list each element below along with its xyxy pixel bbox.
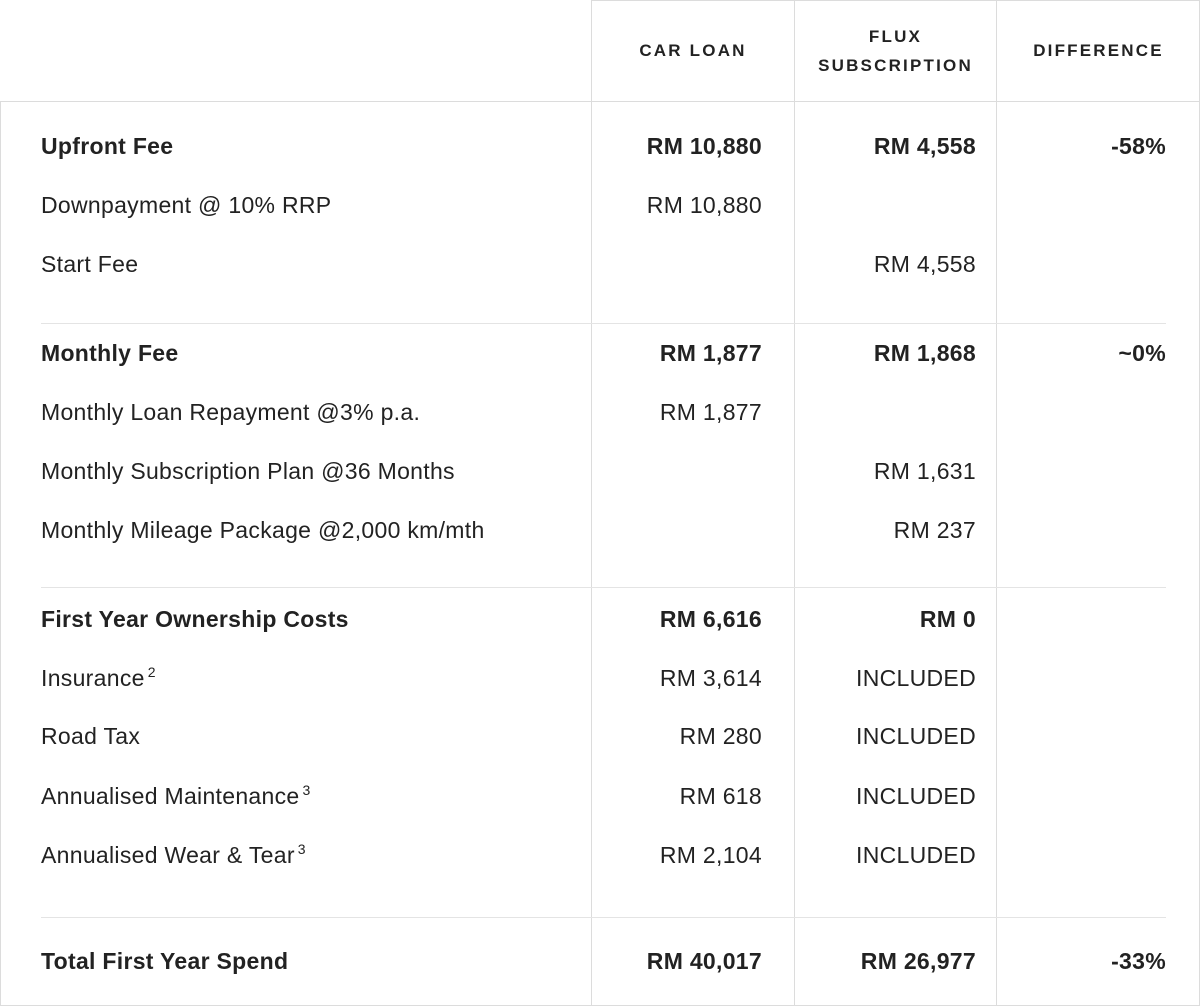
- total-first-year-spend-label: Total First Year Spend: [41, 948, 289, 974]
- mileage-package-flux: RM 237: [893, 517, 976, 543]
- insurance-flux: INCLUDED: [856, 665, 976, 691]
- monthly-car-loan-total: RM 1,877: [659, 340, 762, 366]
- ownership-car-loan-total: RM 6,616: [659, 606, 762, 632]
- maintenance-footnote-marker: 3: [302, 782, 311, 798]
- column-divider-car-loan: [591, 0, 592, 1006]
- column-header-flux-line1: FLUX: [868, 26, 923, 46]
- column-header-difference: [997, 0, 1200, 101]
- column-header-car-loan-label: CAR LOAN: [639, 41, 747, 60]
- column-divider-flux: [794, 0, 795, 1006]
- section-title-upfront-fee: Upfront Fee: [41, 133, 174, 159]
- insurance-footnote-marker: 2: [147, 664, 156, 680]
- subscription-plan-flux: RM 1,631: [873, 458, 976, 484]
- ownership-flux-total: RM 0: [919, 606, 976, 632]
- row-label-maintenance: [41, 776, 311, 816]
- monthly-difference: ~0%: [1118, 340, 1166, 366]
- road-tax-flux: INCLUDED: [856, 723, 976, 749]
- upfront-flux-total: RM 4,558: [873, 133, 976, 159]
- column-header-difference-label: DIFFERENCE: [1033, 41, 1164, 60]
- upfront-difference: -58%: [1111, 133, 1166, 159]
- wear-label-text: Annualised Wear & Tear: [41, 842, 295, 868]
- maintenance-flux: INCLUDED: [856, 783, 976, 809]
- upfront-car-loan-total: RM 10,880: [646, 133, 762, 159]
- downpayment-car-loan: RM 10,880: [646, 192, 762, 218]
- row-label-start-fee: Start Fee: [41, 251, 139, 277]
- start-fee-flux: RM 4,558: [873, 251, 976, 277]
- section-title-monthly-fee: Monthly Fee: [41, 340, 179, 366]
- column-divider-difference: [996, 0, 997, 1006]
- total-difference: -33%: [1111, 948, 1166, 974]
- insurance-car-loan: RM 3,614: [659, 665, 762, 691]
- row-label-wear-and-tear: [41, 835, 306, 875]
- maintenance-car-loan: RM 618: [679, 783, 762, 809]
- total-car-loan: RM 40,017: [646, 948, 762, 974]
- total-flux: RM 26,977: [860, 948, 976, 974]
- maintenance-label-text: Annualised Maintenance: [41, 783, 300, 809]
- section-title-ownership-costs: First Year Ownership Costs: [41, 606, 349, 632]
- column-header-car-loan: [592, 0, 794, 101]
- row-label-road-tax: Road Tax: [41, 723, 141, 749]
- section-divider: [41, 323, 1166, 324]
- wear-footnote-marker: 3: [297, 841, 306, 857]
- row-label-insurance: [41, 658, 156, 698]
- road-tax-car-loan: RM 280: [679, 723, 762, 749]
- insurance-label-text: Insurance: [41, 665, 145, 691]
- section-divider: [41, 587, 1166, 588]
- row-label-downpayment: Downpayment @ 10% RRP: [41, 192, 332, 218]
- section-divider: [41, 917, 1166, 918]
- row-label-subscription-plan: Monthly Subscription Plan @36 Months: [41, 458, 455, 484]
- row-label-loan-repayment: Monthly Loan Repayment @3% p.a.: [41, 399, 421, 425]
- row-label-mileage-package: Monthly Mileage Package @2,000 km/mth: [41, 517, 485, 543]
- loan-repayment-car-loan: RM 1,877: [659, 399, 762, 425]
- column-header-flux-line2: SUBSCRIPTION: [818, 55, 973, 75]
- wear-and-tear-car-loan: RM 2,104: [659, 842, 762, 868]
- wear-and-tear-flux: INCLUDED: [856, 842, 976, 868]
- column-header-flux-subscription: [795, 0, 996, 101]
- monthly-flux-total: RM 1,868: [873, 340, 976, 366]
